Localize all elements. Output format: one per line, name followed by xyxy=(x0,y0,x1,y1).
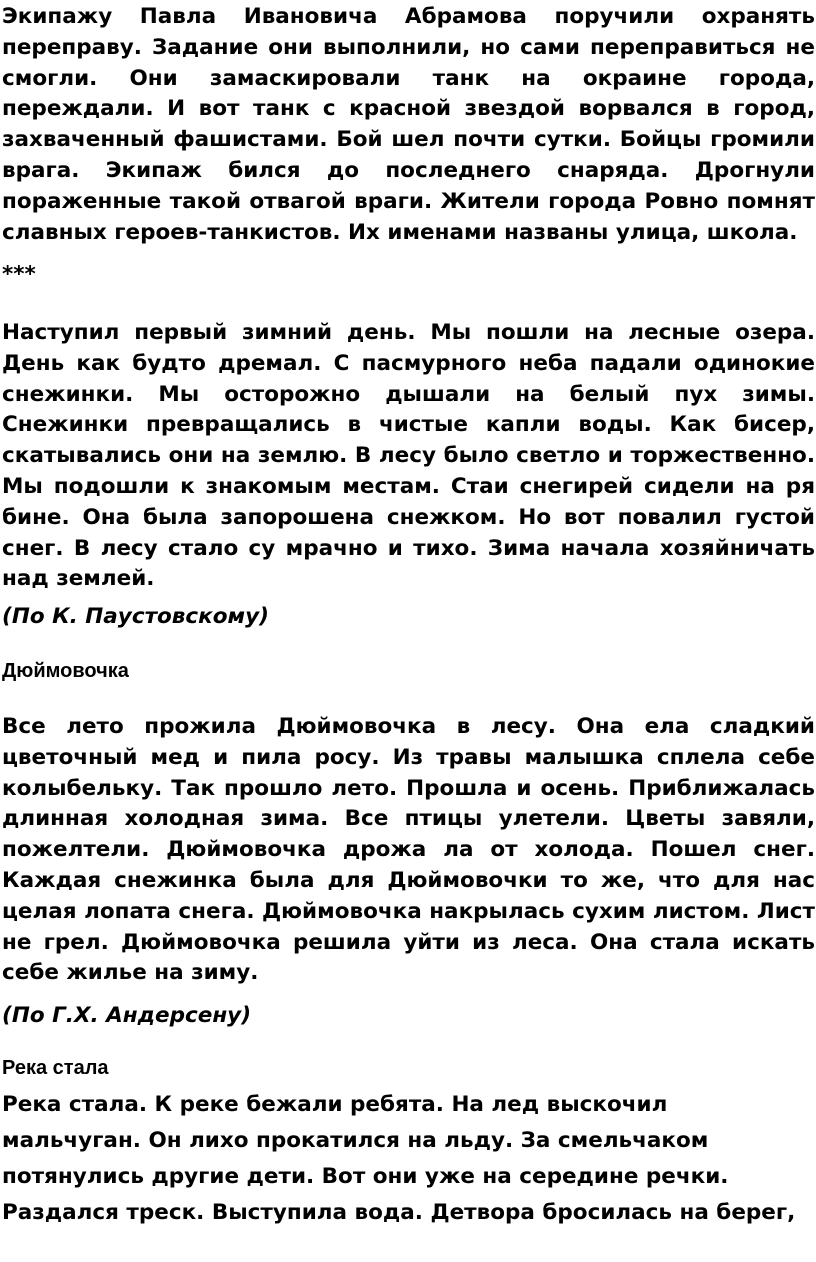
story-river-line: Река стала. К реке бежали ребята. На лед выскочил xyxy=(2,1092,668,1117)
heading-river-froze: Река стала xyxy=(2,1057,109,1079)
story-winter-day-paragraph: Наступил первый зимний день. Мы пошли на лесные озера. День как будто дремал. С пасмурного неба падали одинокие снежинки. Мы осторожно дышали на белый пух зимы. Снежинки превращались в чистые капли воды. Как бисер, скатывались они на землю. В лесу было светло и торжественно. Мы подошли к знакомым местам. Стаи снегирей сидели на ря бине. Она была запорошена снежком. Но вот повалил густой снег. В лесу стало су мрачно и тихо. Зима начала хозяйничать над землей. xyxy=(2,320,815,592)
attribution-andersen: (По Г.Х. Андерсену) xyxy=(2,1003,252,1028)
story-river-line: Раздался треск. Выступила вода. Детвора бросилась на берег, xyxy=(2,1200,796,1225)
story-river-paragraph xyxy=(2,1087,815,1231)
attribution-paustovsky: (По К. Паустовскому) xyxy=(2,604,269,629)
story-thumbelina-paragraph: Все лето прожила Дюймовочка в лесу. Она ела сладкий цветочный мед и пила росу. Из травы малышка сплела себе колыбельку. Так прошло лето. Прошла и осень. Приближалась длинная холодная зима. Все птицы улетели. Цветы завяли, пожелтели. Дюймовочка дрожа ла от холода. Пошел снег. Каждая снежинка была для Дюймовочки то же, что для нас целая лопата снега. Дюймовочка накрылась сухим листом. Лист не грел. Дюймовочка решила уйти из леса. Она стала искать себе жилье на зиму. xyxy=(2,714,815,986)
story-river-line: потянулись другие дети. Вот они уже на середине речки. xyxy=(2,1164,729,1189)
heading-thumbelina: Дюймовочка xyxy=(2,660,129,682)
story-tank-crew-paragraph: Экипажу Павла Ивановича Абрамова поручили охранять переправу. Задание они выполнили, но сами переправиться не смогли. Они замаскировали танк на окраине города, переждали. И вот танк с красной звездой ворвался в город, захваченный фашистами. Бой шел почти сутки. Бойцы громили врага. Экипаж бился до последнего снаряда. Дрогнули пораженные такой отвагой враги. Жители города Ровно помнят славных героев-танкистов. Их именами названы улица, школа. xyxy=(2,4,815,245)
section-separator: *** xyxy=(2,262,36,287)
story-river-line: мальчуган. Он лихо прокатился на льду. За смельчаком xyxy=(2,1128,709,1153)
